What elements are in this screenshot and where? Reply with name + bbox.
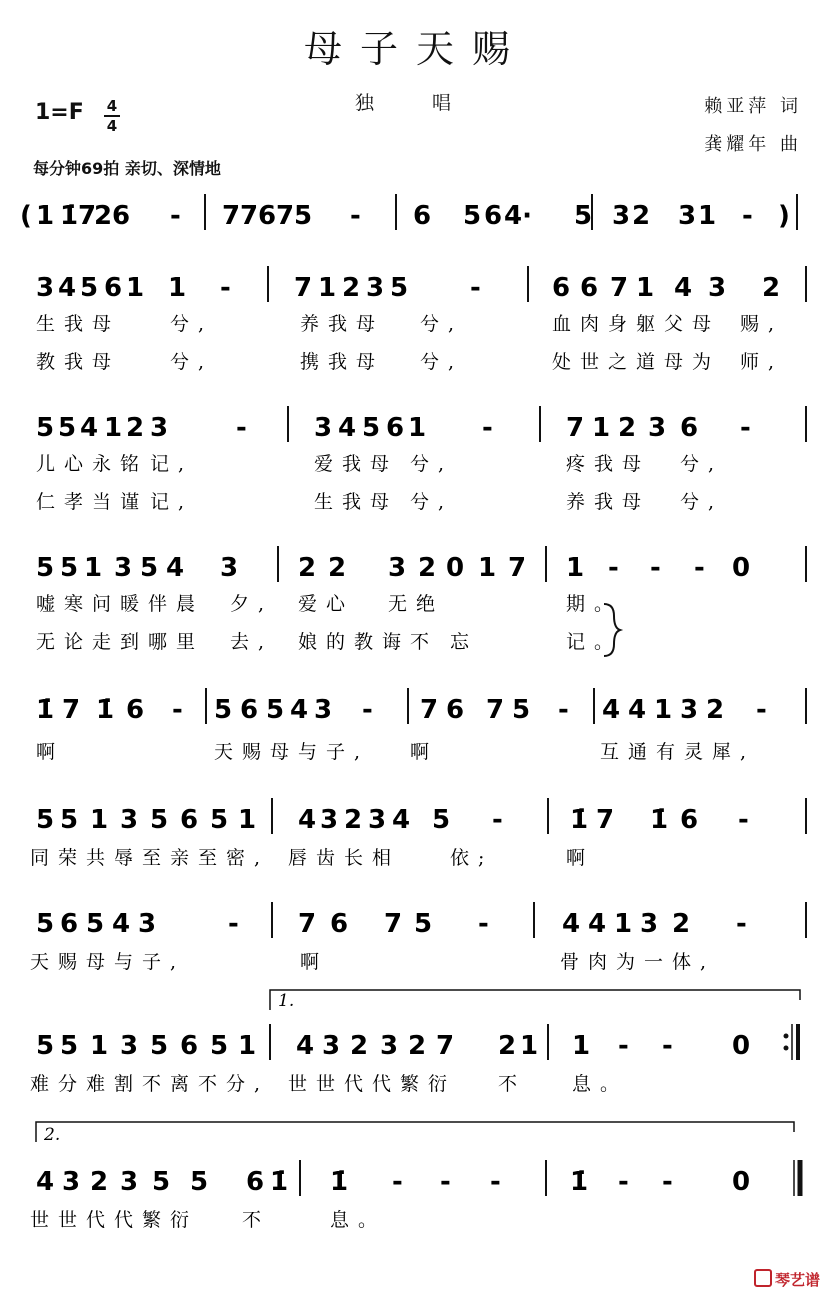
lyric-segment: 不	[498, 1073, 527, 1095]
note: 7	[486, 695, 505, 725]
note: 3	[150, 413, 169, 443]
note: 5	[36, 909, 55, 939]
note: 7	[294, 273, 313, 303]
note: 6	[446, 695, 465, 725]
note: 5	[80, 273, 99, 303]
note: 6	[180, 1031, 199, 1061]
note: 6	[126, 695, 145, 725]
lyric-segment: 唇齿长相	[288, 847, 401, 869]
lyric-segment: 天赐母与子,	[214, 741, 370, 763]
note: 7	[78, 201, 97, 231]
note: 5	[58, 413, 77, 443]
note: 1	[408, 413, 427, 443]
note: 1	[636, 273, 655, 303]
lyric-segment: 不	[242, 1209, 271, 1231]
note: 2	[498, 1031, 517, 1061]
time-signature-bottom: 4	[106, 117, 118, 135]
note: 7	[596, 805, 615, 835]
composer-credit: 龚耀年 曲	[704, 134, 802, 155]
note: 0	[732, 553, 751, 583]
lyric-segment: 血肉身躯父母	[552, 313, 721, 335]
lyric-segment: 师,	[740, 351, 784, 373]
note: 1	[90, 1031, 109, 1061]
note: 1	[478, 553, 497, 583]
note: 7	[420, 695, 439, 725]
note: 1̇	[96, 695, 115, 725]
lyric-segment: 生我母	[314, 491, 399, 513]
note: 5	[36, 805, 55, 835]
lyric-segment: 养我母	[300, 313, 385, 335]
note: 3	[708, 273, 727, 303]
note: -	[172, 695, 183, 725]
repeat-dot	[784, 1034, 789, 1039]
notation-system-4	[0, 538, 832, 594]
note: )	[778, 201, 790, 231]
note: 0	[732, 1031, 751, 1061]
note: 4	[112, 909, 131, 939]
note: 5	[36, 413, 55, 443]
lyric-segment: 息。	[330, 1209, 387, 1231]
note: 4	[290, 695, 309, 725]
note: 2	[342, 273, 361, 303]
note: 1	[126, 273, 145, 303]
notation-system-3	[0, 398, 832, 454]
key-signature: 1=F	[35, 100, 84, 125]
lyric-segment: 养我母	[566, 491, 651, 513]
lyric-segment: 兮,	[420, 313, 464, 335]
performance-type: 独 唱	[354, 92, 478, 114]
note: 4	[296, 1031, 315, 1061]
lyric-segment: 无绝	[388, 593, 445, 615]
lyric-segment: 息。	[572, 1073, 629, 1095]
watermark-logo	[754, 1269, 820, 1290]
note: 6	[413, 201, 432, 231]
lyric-segment: 儿心永铭	[36, 453, 149, 475]
note: -	[482, 413, 493, 443]
note: 4	[392, 805, 411, 835]
watermark-text: 琴艺谱	[774, 1271, 820, 1289]
tempo-marking: 每分钟69拍 亲切、深情地	[33, 159, 221, 178]
note: 3	[314, 695, 333, 725]
note: 1	[238, 805, 257, 835]
note: 6	[60, 909, 79, 939]
note: 1	[36, 201, 55, 231]
note: -	[228, 909, 239, 939]
lyric-segment: 兮,	[680, 453, 724, 475]
lyric-segment: 仁孝当谨	[36, 491, 149, 513]
lyric-segment: 啊	[300, 951, 329, 973]
note: 1	[104, 413, 123, 443]
time-signature-top: 4	[106, 97, 118, 115]
notation-system-7	[0, 894, 832, 950]
note: 2	[632, 201, 651, 231]
note: 5	[266, 695, 285, 725]
note: 4	[80, 413, 99, 443]
note: 2	[94, 201, 113, 231]
note: -	[392, 1167, 403, 1197]
lyric-segment: 嘘寒问暖伴晨	[36, 593, 205, 615]
second-ending-bracket	[0, 1114, 832, 1144]
note: 3	[366, 273, 385, 303]
lyrics-line-8	[0, 842, 832, 872]
note: 2	[706, 695, 725, 725]
note: 1	[654, 695, 673, 725]
note: 7	[610, 273, 629, 303]
note: 7	[566, 413, 585, 443]
note: -	[478, 909, 489, 939]
lyric-segment: 教我母	[36, 351, 121, 373]
note: 2	[672, 909, 691, 939]
lyric-segment: 同荣共辱至亲至密,	[30, 847, 270, 869]
note: 2	[350, 1031, 369, 1061]
note: 3	[120, 1167, 139, 1197]
lyric-segment: 疼我母	[566, 453, 651, 475]
note: -	[350, 201, 361, 231]
note: 1̇	[270, 1167, 289, 1197]
note: 5	[60, 1031, 79, 1061]
note: 1	[592, 413, 611, 443]
note: 5	[210, 805, 229, 835]
note: 4	[36, 1167, 55, 1197]
lyric-segment: 爱我母	[314, 453, 399, 475]
note: -	[742, 201, 753, 231]
note: 5	[152, 1167, 171, 1197]
note: -	[220, 273, 231, 303]
note: 3	[62, 1167, 81, 1197]
note: 7	[276, 201, 295, 231]
time-signature	[104, 98, 120, 134]
note: 3	[36, 273, 55, 303]
note: 4	[58, 273, 77, 303]
note: 6	[484, 201, 503, 231]
note: 4	[562, 909, 581, 939]
note: 1	[566, 553, 585, 583]
lyric-segment: 兮,	[680, 491, 724, 513]
note: -	[608, 553, 619, 583]
note: 5	[432, 805, 451, 835]
note: 2	[408, 1031, 427, 1061]
note: 6	[330, 909, 349, 939]
note: 4·	[504, 201, 532, 231]
lyric-segment: 记。	[566, 631, 623, 653]
note: 6	[246, 1167, 265, 1197]
note: 5	[150, 1031, 169, 1061]
note: 1̇	[570, 805, 589, 835]
note: 5	[294, 201, 313, 231]
lyrics-line-9	[0, 946, 832, 976]
note: 3	[120, 1031, 139, 1061]
note: 3	[612, 201, 631, 231]
note: 0	[732, 1167, 751, 1197]
note: 3	[380, 1031, 399, 1061]
note: 7	[436, 1031, 455, 1061]
note: 2	[344, 805, 363, 835]
note: 3	[320, 805, 339, 835]
note: 1̇	[36, 695, 55, 725]
lyric-segment: 兮,	[410, 491, 454, 513]
note: 5	[214, 695, 233, 725]
note: -	[558, 695, 569, 725]
notation-system-6	[0, 790, 832, 846]
lyric-segment: 忘	[450, 631, 479, 653]
note: -	[662, 1031, 673, 1061]
note: 1	[90, 805, 109, 835]
note: 2	[90, 1167, 109, 1197]
note: -	[490, 1167, 501, 1197]
second-ending-label: 2.	[44, 1125, 61, 1144]
lyric-segment: 世世代代繁衍	[288, 1073, 457, 1095]
note: 7	[240, 201, 259, 231]
note: -	[740, 413, 751, 443]
note: 4	[298, 805, 317, 835]
note: 3	[680, 695, 699, 725]
lyric-segment: 骨肉为一体,	[560, 951, 716, 973]
lyric-segment: 赐,	[740, 313, 784, 335]
note: 4	[166, 553, 185, 583]
lyrics-line-7	[0, 736, 832, 766]
note: 5	[362, 413, 381, 443]
note: 2	[298, 553, 317, 583]
note: 5	[36, 1031, 55, 1061]
note: 1̇	[650, 805, 669, 835]
note: 4	[674, 273, 693, 303]
note: 7	[62, 695, 81, 725]
note: 1	[520, 1031, 539, 1061]
note: 1	[698, 201, 717, 231]
note: 5	[463, 201, 482, 231]
note: 3	[388, 553, 407, 583]
lyrics-line-11	[0, 1204, 832, 1234]
note: 3	[114, 553, 133, 583]
lyric-segment: 生我母	[36, 313, 121, 335]
note: 6	[680, 413, 699, 443]
notation-system-9	[0, 1152, 832, 1208]
lyrics-line-3	[0, 448, 832, 478]
note: -	[618, 1167, 629, 1197]
note: -	[756, 695, 767, 725]
note: 5	[210, 1031, 229, 1061]
note: 3	[640, 909, 659, 939]
note: 3	[120, 805, 139, 835]
lyrics-line-10	[0, 1068, 832, 1098]
note: 4	[602, 695, 621, 725]
lyric-segment: 爱心	[298, 593, 355, 615]
lyric-segment: 天赐母与子,	[30, 951, 186, 973]
note: -	[738, 805, 749, 835]
lyric-segment: 兮,	[170, 351, 214, 373]
notation-system-2	[0, 258, 832, 314]
repeat-dot	[784, 1046, 789, 1051]
lyric-segment: 啊	[36, 741, 65, 763]
note: 1	[318, 273, 337, 303]
lyric-segment: 啊	[410, 741, 439, 763]
note: 2	[418, 553, 437, 583]
note: 5	[512, 695, 531, 725]
note: 7	[508, 553, 527, 583]
lyric-segment: 啊	[566, 847, 595, 869]
lyric-segment: 记,	[150, 491, 194, 513]
note: 1	[572, 1031, 591, 1061]
lyric-segment: 世世代代繁衍	[30, 1209, 199, 1231]
note: 6	[580, 273, 599, 303]
lyrics-line-2	[0, 346, 832, 376]
lyric-segment: 去,	[230, 631, 274, 653]
note: 1̇	[570, 1167, 589, 1197]
note: 7	[384, 909, 403, 939]
note: 7	[298, 909, 317, 939]
note: -	[618, 1031, 629, 1061]
verse-brace	[600, 600, 624, 660]
lyric-segment: 携我母	[300, 351, 385, 373]
note: 3	[648, 413, 667, 443]
note: 6	[552, 273, 571, 303]
note: 1̇	[330, 1167, 349, 1197]
first-ending-label: 1.	[278, 991, 295, 1011]
note: -	[650, 553, 661, 583]
note: 4	[588, 909, 607, 939]
note: 2	[762, 273, 781, 303]
note: 3	[220, 553, 239, 583]
lyrics-line-5	[0, 588, 832, 618]
note: 5	[60, 553, 79, 583]
lyric-segment: 依;	[450, 847, 494, 869]
watermark-icon	[754, 1269, 772, 1287]
note: -	[170, 201, 181, 231]
note: 6	[240, 695, 259, 725]
note: 6	[386, 413, 405, 443]
note: 3	[678, 201, 697, 231]
lyric-segment: 兮,	[410, 453, 454, 475]
note: 7	[222, 201, 241, 231]
lyricist-credit: 赖亚萍 词	[704, 96, 802, 117]
note: 5	[36, 553, 55, 583]
lyric-segment: 兮,	[420, 351, 464, 373]
note: 1	[168, 273, 187, 303]
note: -	[662, 1167, 673, 1197]
lyric-segment: 难分难割不离不分,	[30, 1073, 270, 1095]
lyric-segment: 夕,	[230, 593, 274, 615]
note: 1	[238, 1031, 257, 1061]
note: -	[470, 273, 481, 303]
lyrics-line-1	[0, 308, 832, 338]
note: 2	[328, 553, 347, 583]
note: 1	[614, 909, 633, 939]
lyric-segment: 兮,	[170, 313, 214, 335]
note: (	[20, 201, 32, 231]
note: 2	[126, 413, 145, 443]
note: 1	[84, 553, 103, 583]
lyric-segment: 娘的教诲不	[298, 631, 439, 653]
lyrics-line-4	[0, 486, 832, 516]
note: -	[236, 413, 247, 443]
note: 4	[338, 413, 357, 443]
note: -	[736, 909, 747, 939]
note: 2	[618, 413, 637, 443]
note: -	[440, 1167, 451, 1197]
lyric-segment: 记,	[150, 453, 194, 475]
note: 5	[390, 273, 409, 303]
note: 5	[60, 805, 79, 835]
note: 5	[574, 201, 593, 231]
lyrics-line-6	[0, 626, 832, 656]
note: -	[694, 553, 705, 583]
note: 6	[258, 201, 277, 231]
note: 6	[112, 201, 131, 231]
note: 3	[368, 805, 387, 835]
note: 5	[190, 1167, 209, 1197]
note: 5	[150, 805, 169, 835]
lyric-segment: 处世之道母为	[552, 351, 721, 373]
note: 3	[322, 1031, 341, 1061]
notation-system-5	[0, 680, 832, 736]
note: 3	[138, 909, 157, 939]
note: -	[492, 805, 503, 835]
note: 1̇	[60, 201, 79, 231]
note: 0	[446, 553, 465, 583]
notation-system-8	[0, 1016, 832, 1072]
note: 4	[628, 695, 647, 725]
notation-system-1	[0, 186, 832, 242]
note: -	[362, 695, 373, 725]
note: 6	[180, 805, 199, 835]
note: 5	[140, 553, 159, 583]
lyric-segment: 互通有灵犀,	[600, 741, 756, 763]
song-title: 母子天赐	[303, 27, 528, 71]
note: 6	[104, 273, 123, 303]
note: 5	[414, 909, 433, 939]
first-ending-bracket	[0, 982, 832, 1012]
note: 6	[680, 805, 699, 835]
lyric-segment: 期。	[566, 593, 623, 615]
lyric-segment: 无论走到哪里	[36, 631, 205, 653]
note: 5	[86, 909, 105, 939]
note: 3	[314, 413, 333, 443]
